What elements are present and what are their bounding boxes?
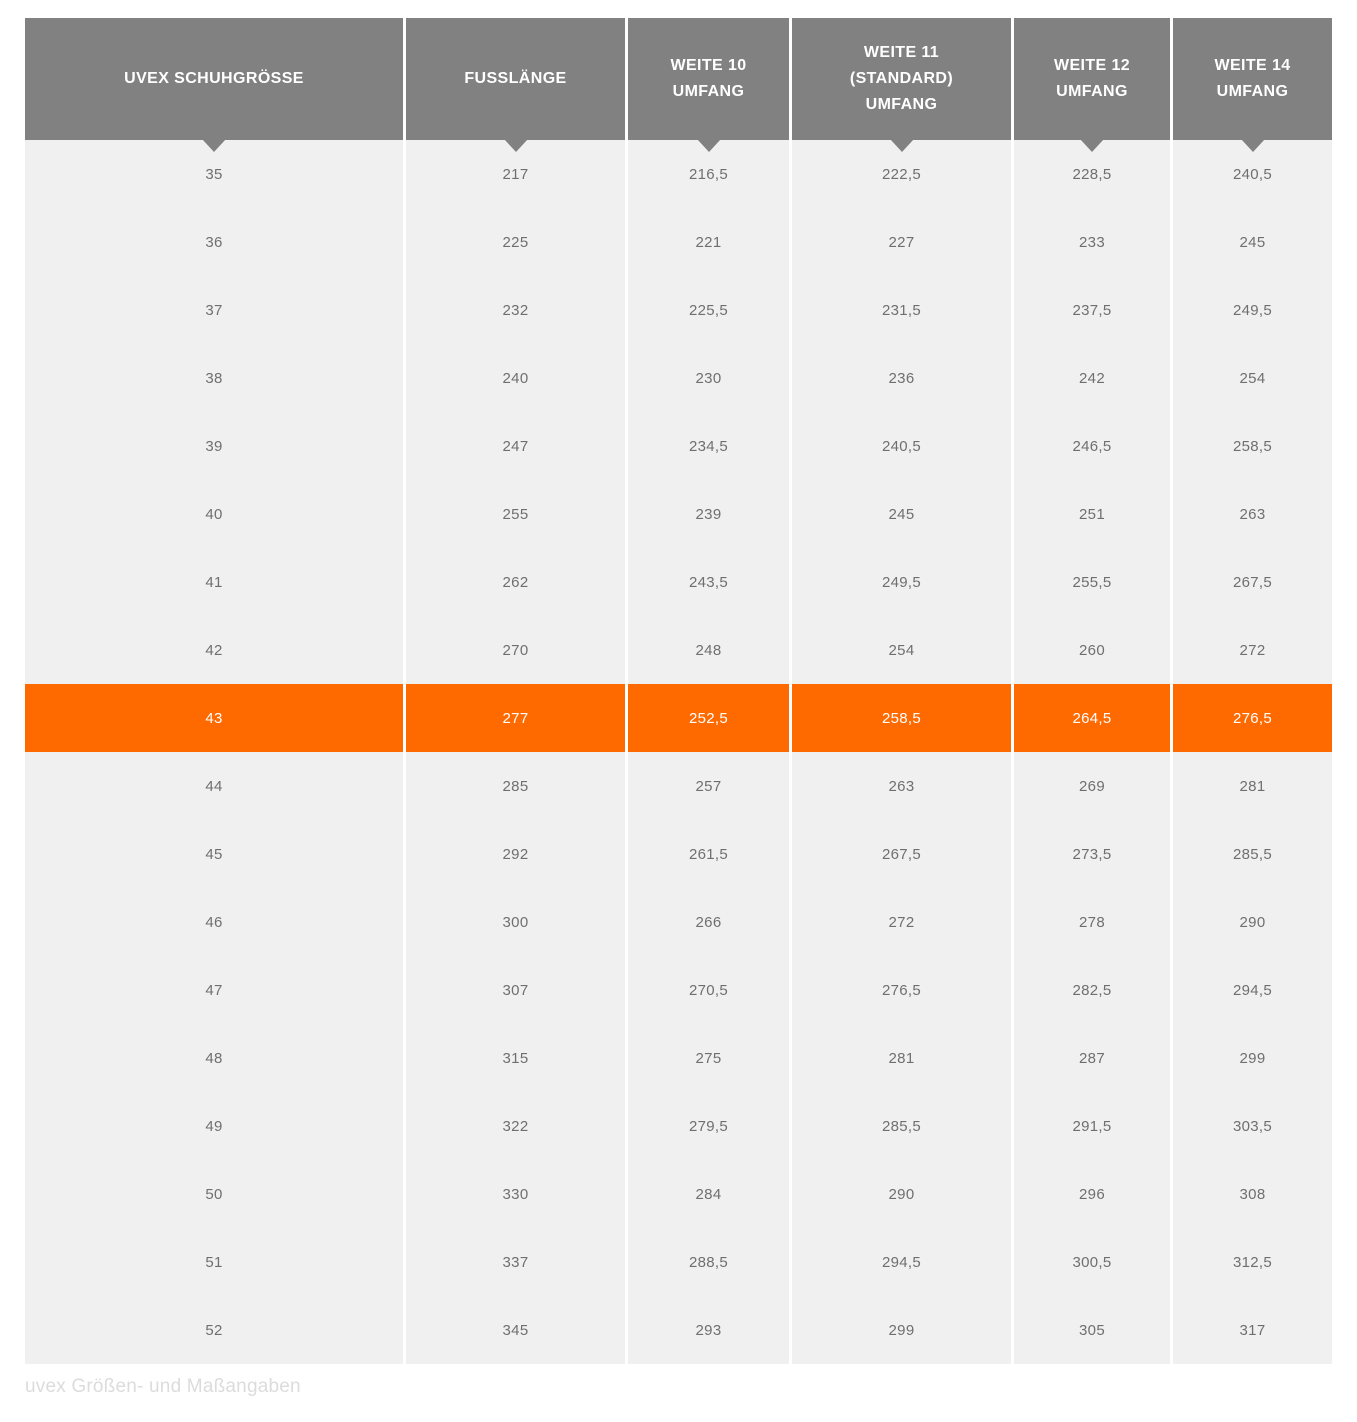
table-cell: 248 (628, 616, 789, 684)
table-cell: 36 (25, 208, 403, 276)
table-cell: 39 (25, 412, 403, 480)
column-header-label: FUSSLÄNGE (464, 70, 567, 87)
table-row-size-45[interactable] (25, 820, 1332, 888)
table-row-size-47[interactable] (25, 956, 1332, 1024)
table-cell: 294,5 (792, 1228, 1011, 1296)
table-row-size-52[interactable] (25, 1296, 1332, 1364)
table-cell: 258,5 (1173, 412, 1332, 480)
table-cell: 228,5 (1014, 140, 1170, 208)
column-header-weite-14-umfang (1173, 18, 1332, 140)
table-cell: 243,5 (628, 548, 789, 616)
header-pointer-down-triangle-icon (890, 139, 914, 152)
table-cell: 272 (1173, 616, 1332, 684)
table-row-size-39[interactable] (25, 412, 1332, 480)
table-cell: 225,5 (628, 276, 789, 344)
table-cell: 240,5 (792, 412, 1011, 480)
table-cell: 278 (1014, 888, 1170, 956)
column-header-label: WEITE 11 (863, 44, 940, 61)
table-cell: 279,5 (628, 1092, 789, 1160)
table-cell: 252,5 (628, 684, 789, 752)
table-cell: 255,5 (1014, 548, 1170, 616)
table-cell: 254 (792, 616, 1011, 684)
column-header-label: WEITE 12 (1053, 57, 1131, 74)
header-pointer-down-triangle-icon (1080, 139, 1104, 152)
table-row-size-40[interactable] (25, 480, 1332, 548)
table-cell: 236 (792, 344, 1011, 412)
table-cell: 44 (25, 752, 403, 820)
table-cell: 267,5 (1173, 548, 1332, 616)
table-cell: 233 (1014, 208, 1170, 276)
table-cell: 266 (628, 888, 789, 956)
table-cell: 308 (1173, 1160, 1332, 1228)
table-cell: 312,5 (1173, 1228, 1332, 1296)
table-caption: uvex Größen- und Maßangaben (25, 1376, 301, 1397)
table-cell: 277 (406, 684, 625, 752)
column-header-label: UMFANG (1056, 83, 1128, 100)
size-table (25, 18, 1332, 1364)
table-cell: 222,5 (792, 140, 1011, 208)
table-cell: 35 (25, 140, 403, 208)
table-row-size-48[interactable] (25, 1024, 1332, 1092)
column-header-fusslaenge (406, 18, 625, 140)
table-row-size-49[interactable] (25, 1092, 1332, 1160)
table-cell: 221 (628, 208, 789, 276)
table-cell: 267,5 (792, 820, 1011, 888)
table-cell: 307 (406, 956, 625, 1024)
table-cell: 281 (792, 1024, 1011, 1092)
table-cell: 51 (25, 1228, 403, 1296)
table-cell: 285,5 (792, 1092, 1011, 1160)
table-cell: 37 (25, 276, 403, 344)
table-cell: 245 (792, 480, 1011, 548)
table-cell: 263 (792, 752, 1011, 820)
table-cell: 284 (628, 1160, 789, 1228)
table-cell: 245 (1173, 208, 1332, 276)
table-cell: 262 (406, 548, 625, 616)
table-row-size-46[interactable] (25, 888, 1332, 956)
table-cell: 47 (25, 956, 403, 1024)
column-header-weite-11-standard-umfang (792, 18, 1011, 140)
table-cell: 257 (628, 752, 789, 820)
table-row-size-36[interactable] (25, 208, 1332, 276)
table-cell: 290 (1173, 888, 1332, 956)
table-cell: 299 (1173, 1024, 1332, 1092)
table-row-size-50[interactable] (25, 1160, 1332, 1228)
table-cell: 282,5 (1014, 956, 1170, 1024)
table-cell: 260 (1014, 616, 1170, 684)
table-cell: 272 (792, 888, 1011, 956)
table-cell: 337 (406, 1228, 625, 1296)
table-body (25, 140, 1332, 1364)
table-cell: 46 (25, 888, 403, 956)
table-cell: 287 (1014, 1024, 1170, 1092)
table-cell: 264,5 (1014, 684, 1170, 752)
table-cell: 276,5 (792, 956, 1011, 1024)
table-cell: 239 (628, 480, 789, 548)
column-header-label: (STANDARD) (849, 70, 954, 87)
table-cell: 237,5 (1014, 276, 1170, 344)
table-cell: 234,5 (628, 412, 789, 480)
table-cell: 249,5 (792, 548, 1011, 616)
table-cell: 296 (1014, 1160, 1170, 1228)
table-cell: 345 (406, 1296, 625, 1364)
table-cell: 269 (1014, 752, 1170, 820)
header-pointer-down-triangle-icon (504, 139, 528, 152)
table-row-size-37[interactable] (25, 276, 1332, 344)
table-cell: 275 (628, 1024, 789, 1092)
table-cell: 292 (406, 820, 625, 888)
table-cell: 240,5 (1173, 140, 1332, 208)
column-header-label: WEITE 14 (1214, 57, 1291, 74)
table-cell: 303,5 (1173, 1092, 1332, 1160)
column-header-weite-10-umfang (628, 18, 789, 140)
table-cell: 230 (628, 344, 789, 412)
table-cell: 50 (25, 1160, 403, 1228)
table-cell: 254 (1173, 344, 1332, 412)
table-cell: 258,5 (792, 684, 1011, 752)
table-cell: 270 (406, 616, 625, 684)
column-header-label: UMFANG (865, 96, 938, 113)
table-cell: 290 (792, 1160, 1011, 1228)
table-cell: 232 (406, 276, 625, 344)
table-cell: 294,5 (1173, 956, 1332, 1024)
table-cell: 38 (25, 344, 403, 412)
table-cell: 52 (25, 1296, 403, 1364)
table-row-size-41[interactable] (25, 548, 1332, 616)
table-cell: 281 (1173, 752, 1332, 820)
table-cell: 315 (406, 1024, 625, 1092)
table-cell: 305 (1014, 1296, 1170, 1364)
table-cell: 317 (1173, 1296, 1332, 1364)
table-cell: 276,5 (1173, 684, 1332, 752)
table-row-size-42[interactable] (25, 616, 1332, 684)
table-cell: 227 (792, 208, 1011, 276)
table-cell: 217 (406, 140, 625, 208)
header-pointer-down-triangle-icon (202, 139, 226, 152)
table-cell: 330 (406, 1160, 625, 1228)
table-row-size-44[interactable] (25, 752, 1332, 820)
table-cell: 251 (1014, 480, 1170, 548)
table-cell: 273,5 (1014, 820, 1170, 888)
table-cell: 261,5 (628, 820, 789, 888)
table-cell: 293 (628, 1296, 789, 1364)
table-cell: 285 (406, 752, 625, 820)
column-header-label: UVEX SCHUHGRÖSSE (124, 70, 304, 87)
table-cell: 291,5 (1014, 1092, 1170, 1160)
table-cell: 242 (1014, 344, 1170, 412)
table-cell: 41 (25, 548, 403, 616)
table-cell: 322 (406, 1092, 625, 1160)
table-cell: 49 (25, 1092, 403, 1160)
table-cell: 247 (406, 412, 625, 480)
table-cell: 270,5 (628, 956, 789, 1024)
table-cell: 231,5 (792, 276, 1011, 344)
table-cell: 249,5 (1173, 276, 1332, 344)
table-cell: 246,5 (1014, 412, 1170, 480)
column-header-schuhgroesse (25, 18, 403, 140)
table-cell: 300 (406, 888, 625, 956)
column-header-label: WEITE 10 (670, 57, 747, 74)
header-pointer-down-triangle-icon (697, 139, 721, 152)
table-header-row (25, 18, 1332, 140)
table-cell: 43 (25, 684, 403, 752)
table-cell: 263 (1173, 480, 1332, 548)
table-row-size-38[interactable] (25, 344, 1332, 412)
table-cell: 300,5 (1014, 1228, 1170, 1296)
table-cell: 299 (792, 1296, 1011, 1364)
table-cell: 288,5 (628, 1228, 789, 1296)
column-header-label: UMFANG (1216, 83, 1289, 100)
column-header-weite-12-umfang (1014, 18, 1170, 140)
table-cell: 45 (25, 820, 403, 888)
column-header-label: UMFANG (672, 83, 745, 100)
table-cell: 42 (25, 616, 403, 684)
table-cell: 240 (406, 344, 625, 412)
table-cell: 40 (25, 480, 403, 548)
table-cell: 285,5 (1173, 820, 1332, 888)
table-cell: 48 (25, 1024, 403, 1092)
table-cell: 216,5 (628, 140, 789, 208)
table-cell: 255 (406, 480, 625, 548)
header-pointer-down-triangle-icon (1241, 139, 1265, 152)
table-row-size-51[interactable] (25, 1228, 1332, 1296)
table-cell: 225 (406, 208, 625, 276)
table-row-size-43-selected[interactable] (25, 684, 1332, 752)
